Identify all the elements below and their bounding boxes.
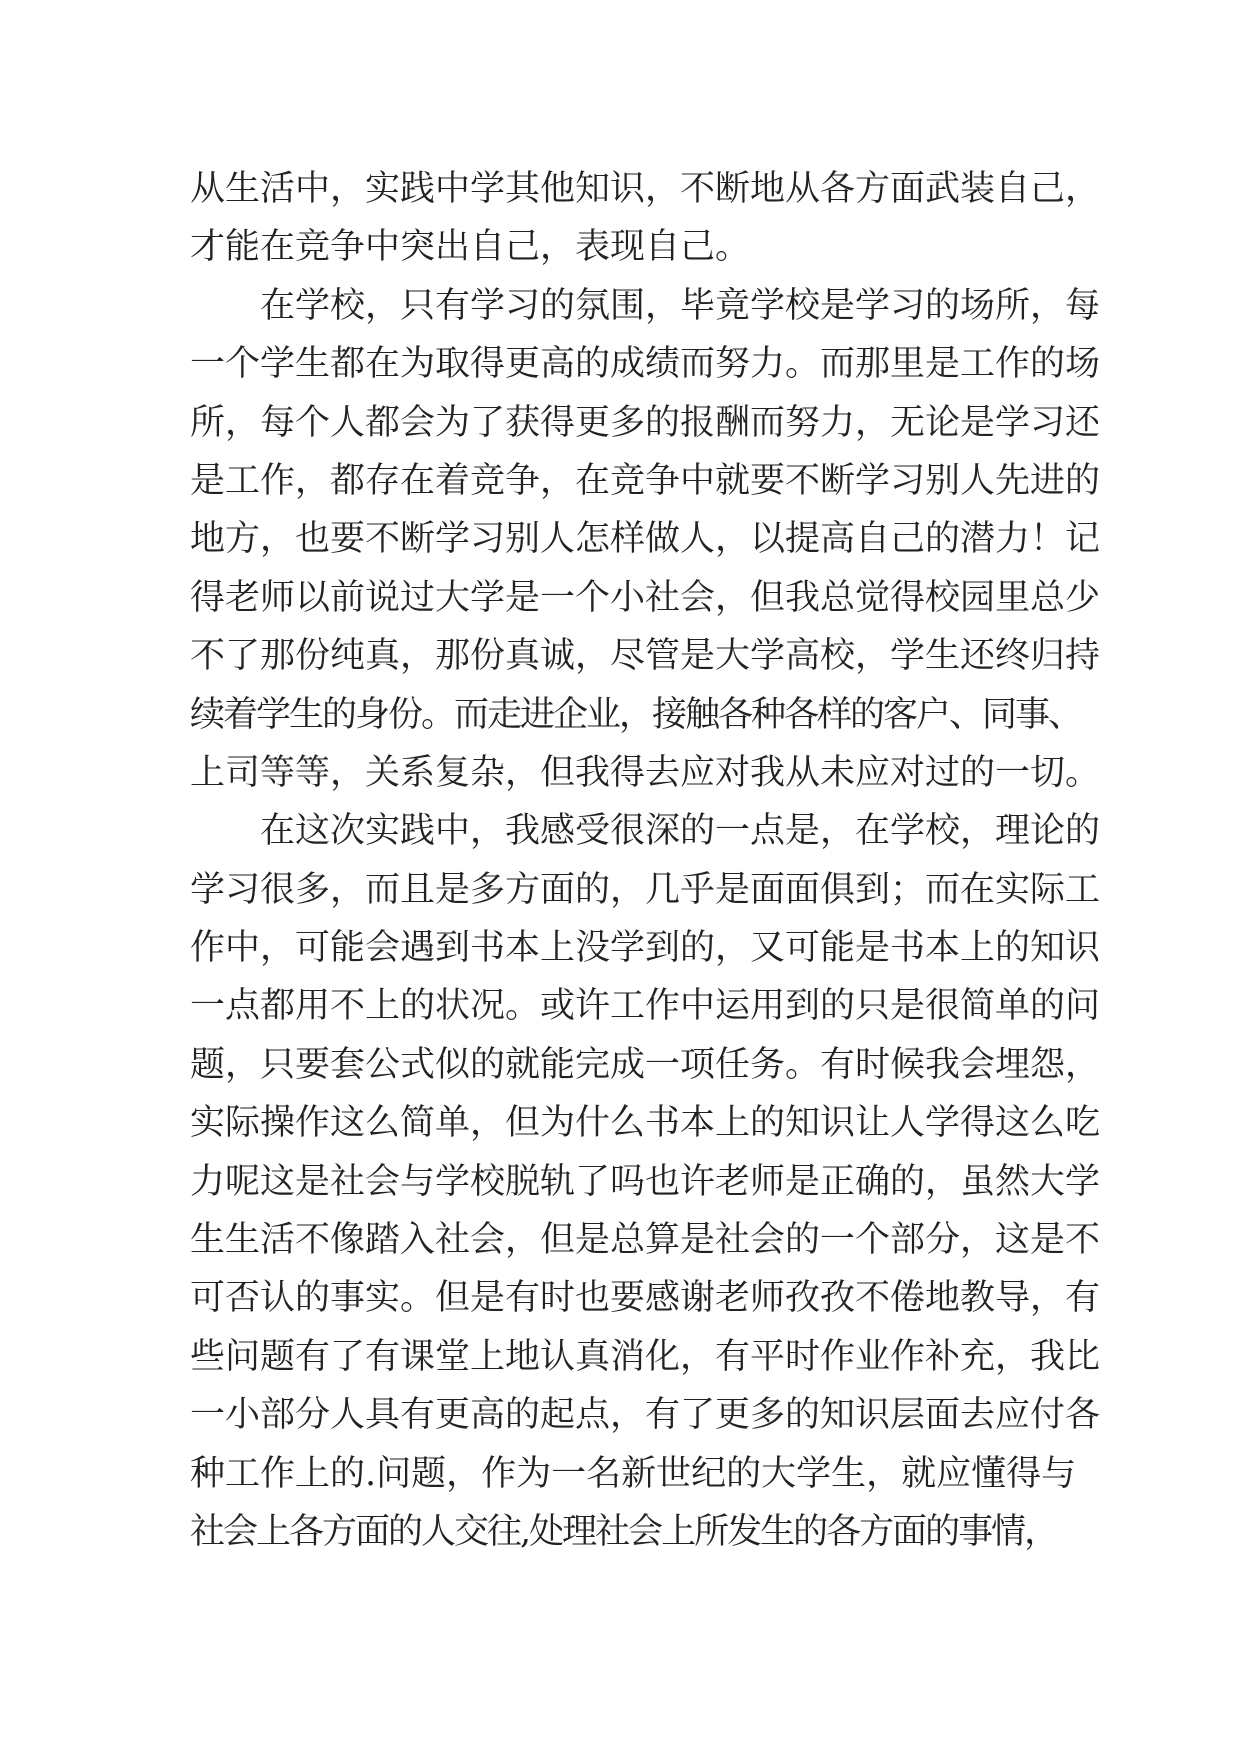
text-line: 在学校，只有学习的氛围，毕竟学校是学习的场所，每 bbox=[260, 285, 1101, 326]
text-line: 是工作，都存在着竞争，在竞争中就要不断学习别人先进的 bbox=[190, 460, 1101, 501]
text-line: 社会上各方面的人交往,处理社会上所发生的各方面的事情， bbox=[190, 1511, 1058, 1552]
text-line: 从生活中，实践中学其他知识，不断地从各方面武装自己， bbox=[190, 169, 1101, 209]
text-line: 得老师以前说过大学是一个小社会，但我总觉得校园里总少 bbox=[190, 577, 1101, 618]
text-line: 实际操作这么简单，但为什么书本上的知识让人学得这么吃 bbox=[190, 1103, 1101, 1144]
text-line: 力呢这是社会与学校脱轨了吗也许老师是正确的，虽然大学 bbox=[190, 1161, 1101, 1202]
text-line: 上司等等，关系复杂，但我得去应对我从未应对过的一切。 bbox=[190, 752, 1101, 793]
text-line: 所，每个人都会为了获得更多的报酬而努力，无论是学习还 bbox=[190, 402, 1101, 443]
text-line: 作中，可能会遇到书本上没学到的，又可能是书本上的知识 bbox=[190, 928, 1101, 969]
text-line: 地方，也要不断学习别人怎样做人，以提高自己的潜力！记 bbox=[190, 519, 1101, 560]
text-line: 不了那份纯真，那份真诚，尽管是大学高校，学生还终归持 bbox=[190, 636, 1101, 677]
text-line: 一小部分人具有更高的起点，有了更多的知识层面去应付各 bbox=[190, 1395, 1101, 1436]
text-line: 续着学生的身份。而走进企业，接触各种各样的客户、同事、 bbox=[190, 694, 1082, 735]
text-line: 在这次实践中，我感受很深的一点是，在学校，理论的 bbox=[260, 811, 1101, 852]
paragraph-2 bbox=[190, 277, 1101, 803]
paragraph-1 bbox=[190, 160, 1101, 277]
text-line: 可否认的事实。但是有时也要感谢老师孜孜不倦地教导，有 bbox=[190, 1278, 1101, 1319]
text-line: 些问题有了有课堂上地认真消化，有平时作业作补充，我比 bbox=[190, 1336, 1101, 1377]
paragraph-3 bbox=[190, 802, 1101, 1561]
text-line: 学习很多，而且是多方面的，几乎是面面俱到；而在实际工 bbox=[190, 869, 1101, 910]
text-line: 生生活不像踏入社会，但是总算是社会的一个部分，这是不 bbox=[190, 1220, 1101, 1261]
text-line: 题，只要套公式似的就能完成一项任务。有时候我会埋怨， bbox=[190, 1044, 1101, 1085]
text-line: 一点都用不上的状况。或许工作中运用到的只是很简单的问 bbox=[190, 986, 1101, 1027]
text-line: 才能在竞争中突出自己，表现自己。 bbox=[190, 227, 751, 268]
text-line: 一个学生都在为取得更高的成绩而努力。而那里是工作的场 bbox=[190, 344, 1101, 385]
text-line: 种工作上的.问题，作为一名新世纪的大学生，就应懂得与 bbox=[190, 1453, 1077, 1494]
body-text bbox=[190, 160, 1101, 1561]
